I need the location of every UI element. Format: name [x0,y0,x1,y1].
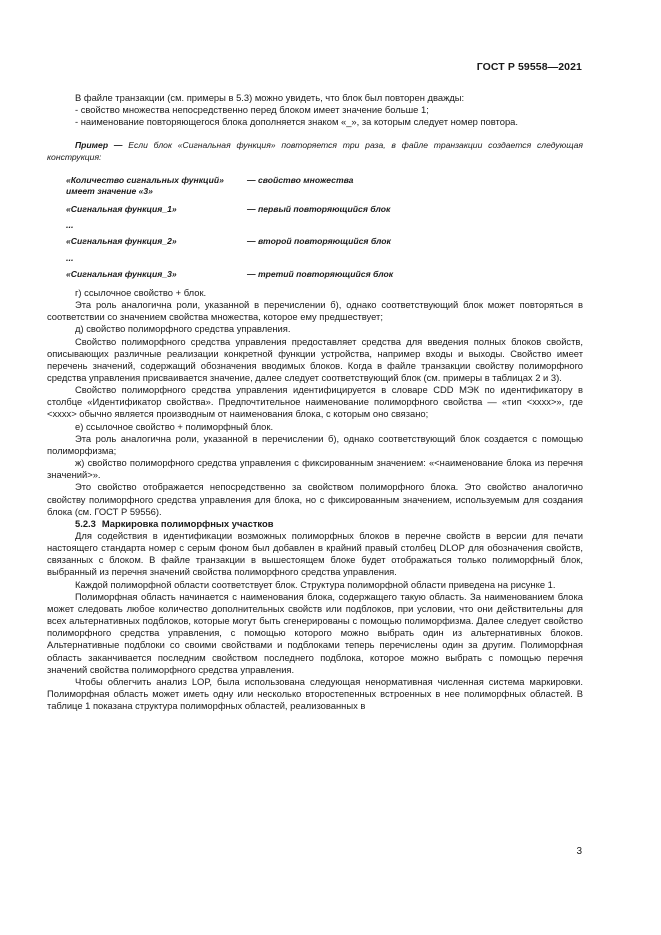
paragraph: Свойство полиморфного средства управления идентифицируется в словаре CDD МЭК по идентификатору в столбце «Идентификатор свойства». Предпочтительное наименование полиморфного свойства — «тип <хххх>», где <хххх> обычно является производным от наименования блока, с которым оно связано; [47,384,583,420]
example-row-left: «Количество сигнальных функций» имеет значение «3» [66,174,224,197]
example-ellipsis: ... [66,252,74,263]
document-body [47,92,583,712]
example-row-left: «Сигнальная функция_1» [66,204,177,215]
example-row-left: «Сигнальная функция_3» [66,268,177,279]
list-item-d: д) свойство полиморфного средства управления. [75,323,291,335]
section-title: Маркировка полиморфных участков [101,517,274,529]
example-ellipsis: ... [66,220,74,231]
paragraph: Эта роль аналогична роли, указанной в перечислении б), однако соответствующий блок может повторяться в соответствии со значением свойства множества, которое ему предшествует; [47,299,583,323]
example-paragraph [47,140,583,162]
example-label: Пример — [75,140,123,151]
intro-bullet: - свойство множества непосредственно перед блоком имеет значение больше 1; [75,104,429,116]
paragraph: Полиморфная область начинается с наименования блока, содержащего такую область. За наименованием блока может следовать любое количество дополнительных свойств или подблоков, при условии, что они действительны для всех альтернативных подблоков, которые могут быть сгенерированы с помощью полиморфизма. Далее следует свойство полиморфного средства управления, с помощью которого можно выбрать один из альтернативных блоков. Альтернативные подблоки со своими свойствами и подблоками теперь перечислены один за другим. Полиморфная область заканчивается последним свойством последнего подблока, которое можно выбрать с помощью перечня значений свойства полиморфного средства управления. [47,590,583,675]
list-item-e: е) ссылочное свойство + полиморфный блок. [75,420,274,432]
example-row [47,204,583,215]
paragraph: Каждой полиморфной области соответствует блок. Структура полиморфной области приведена на рисунке 1. [75,578,556,590]
example-construction [47,175,583,280]
intro-paragraph: В файле транзакции (см. примеры в 5.3) можно увидеть, что блок был повторен дважды: [75,92,465,103]
paragraph: Это свойство отображается непосредственно за свойством полиморфного блока. Это свойство аналогично свойству полиморфного средства управления для блока, но с фиксированным значением, используемым для создания блока (см. ГОСТ Р 59556). [47,481,583,517]
paragraph: Чтобы облегчить анализ LOP, была использована следующая ненормативная численная система маркировки. Полиморфная область может иметь одну или несколько второстепенных встроенных в нее полиморфных областей. В таблице 1 показана структура полиморфных областей, реализованных в [47,675,583,712]
paragraph: Эта роль аналогична роли, указанной в перечислении б), однако соответствующий блок создается с помощью полиморфизма; [47,432,583,456]
list-item-zh: ж) свойство полиморфного средства управления с фиксированным значением: «<наименование блока из перечня значений>». [47,457,583,481]
list-item-g: г) ссылочное свойство + блок. [75,286,207,298]
example-row [47,269,583,280]
example-row-left: «Сигнальная функция_2» [66,236,177,247]
example-row [47,175,583,197]
document-id-header: ГОСТ Р 59558—2021 [476,61,582,73]
example-row-right: — первый повторяющийся блок [247,204,391,215]
example-row-right: — свойство множества [247,174,354,185]
example-row-right: — третий повторяющийся блок [247,268,394,279]
example-row-right: — второй повторяющийся блок [247,236,391,247]
page-number: 3 [576,846,582,857]
paragraph: Свойство полиморфного средства управления предоставляет средства для введения полных блоков свойств, описывающих различные реализации конкретной функции устройства, например входы и выходы. Свойство имеет перечень значений, содержащий обозначения вводимых блоков. Когда в файле транзакции свойству полиморфного средства управления присваивается значение, далее следует соответствующий блок (см. примеры в таблицах 2 и 3). [47,335,583,383]
intro-bullet: - наименование повторяющегося блока дополняется знаком «_», за которым следует номер повтора. [75,116,518,128]
section-number: 5.2.3 [75,517,96,529]
paragraph: Для содействия в идентификации возможных полиморфных блоков в перечне свойств в версии для печати настоящего стандарта номер с серым фоном был добавлен в крайний правый столбец DLOP для обозначения свойств, связанных с блоком. В файле транзакции в вышестоящем блоке будет отображаться только полиморфный блок, выбранный из перечня значений свойства полиморфного средства управления. [47,530,583,578]
section-heading [47,518,583,530]
example-row [47,236,583,247]
example-text: Если блок «Сигнальная функция» повторяется три раза, в файле транзакции создается следующая конструкция: [47,140,583,162]
